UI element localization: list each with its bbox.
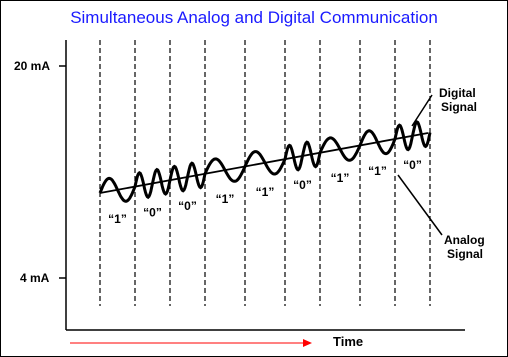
y-label-4ma: 4 mA [20,271,50,285]
digital-label-line2: Signal [441,100,478,114]
bit-labels [108,158,422,226]
bit-label: “0” [293,177,312,192]
bit-label: “1” [108,211,127,226]
bit-label: “1” [255,184,275,199]
bit-label: “0” [403,157,422,172]
diagram-title: Simultaneous Analog and Digital Communication [70,8,438,27]
bit-label: “1” [215,192,235,207]
digital-pointer-line [412,95,432,126]
bit-label: “0” [178,198,197,213]
x-axis-label: Time [333,334,364,349]
bit-label: “1” [330,171,350,186]
analog-label-line2: Signal [447,247,484,261]
digital-label-line1: Digital [439,86,476,100]
analog-pointer-line [398,175,442,235]
bit-label: “0” [143,205,162,220]
time-arrow-head [303,339,312,347]
bit-label: “1” [368,164,387,179]
y-label-20ma: 20 mA [14,59,51,73]
analog-label-line1: Analog [444,233,485,247]
